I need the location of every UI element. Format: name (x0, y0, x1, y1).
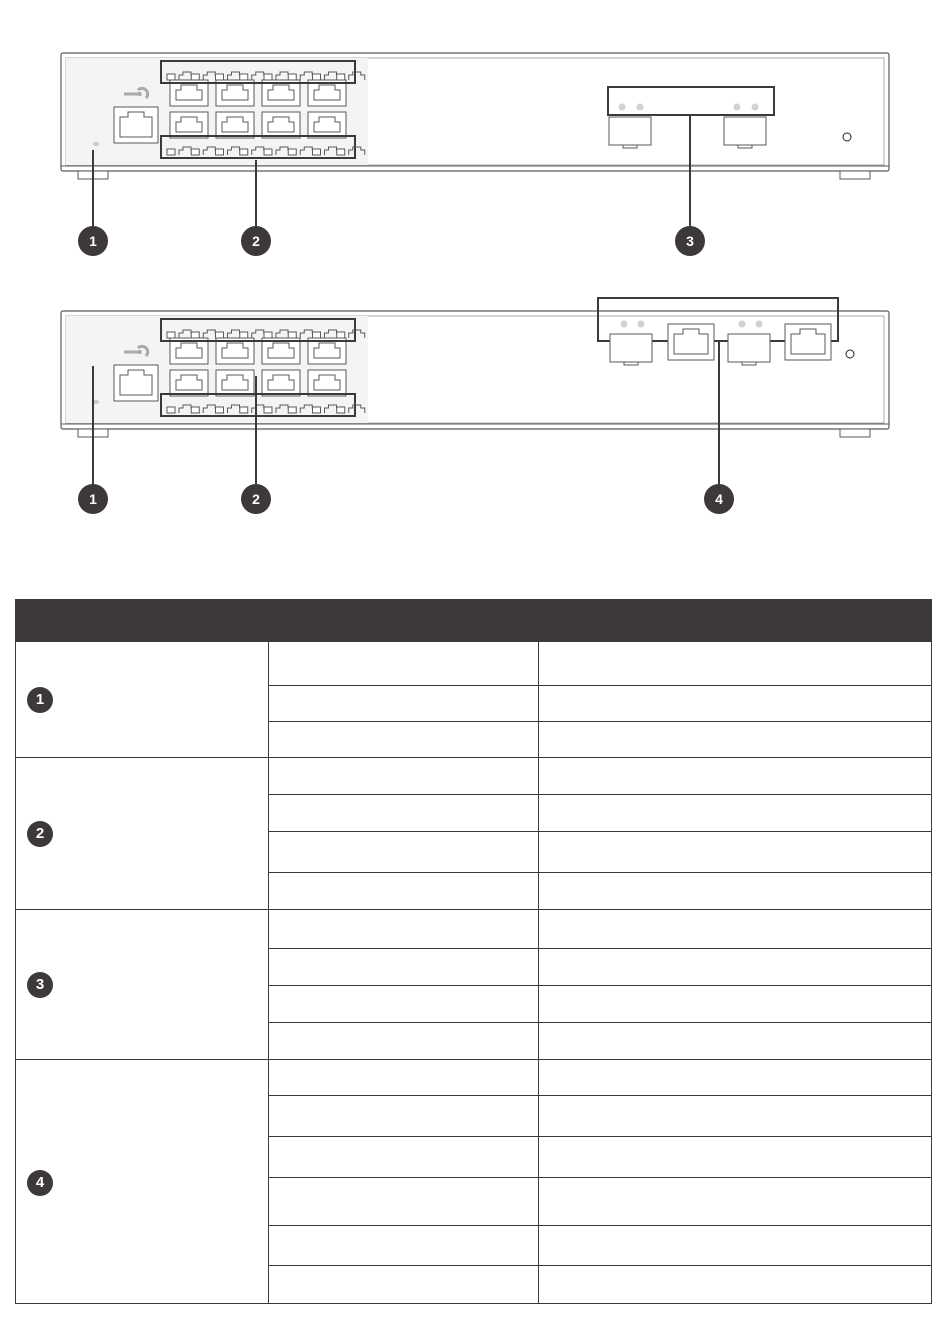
group-number-badge: 2 (27, 821, 53, 847)
bottom-led-strip-bottom-led (337, 407, 345, 413)
table-cell-item (268, 721, 538, 757)
top-led-strip-top-led (240, 74, 248, 80)
table-cell-item (268, 948, 538, 985)
table-header (16, 600, 931, 642)
table-cell-item (268, 831, 538, 872)
bottom-switch (61, 298, 889, 514)
table-cell-description (538, 721, 931, 757)
table-cell-item (268, 872, 538, 909)
top-led-strip-top-led (264, 74, 272, 80)
bottom-foot-right (840, 429, 870, 437)
top-led-strip-top-led (313, 74, 321, 80)
table-cell-description (538, 1059, 931, 1095)
top-led-strip-top-led (216, 74, 224, 80)
table-cell-description (538, 831, 931, 872)
table-group-2 (16, 757, 268, 909)
bottom-callout-1-number: 1 (89, 491, 97, 507)
top-uplink-led-1-2 (637, 104, 644, 111)
top-callout-1-number: 1 (89, 233, 97, 249)
table-cell-item (268, 794, 538, 831)
top-led-strip-bottom-led (288, 149, 296, 155)
table-cell-item (268, 985, 538, 1022)
top-led-strip-bottom-led (337, 149, 345, 155)
table-cell-item (268, 1136, 538, 1177)
group-number-badge: 1 (27, 687, 53, 713)
top-led-strip-top-led (191, 74, 199, 80)
top-sfp-port-2 (724, 117, 766, 145)
table-cell-item (268, 1022, 538, 1059)
bottom-led-strip-top-led (191, 332, 199, 338)
bottom-sfp-port-2 (728, 334, 770, 362)
bottom-uplink-led-1-2 (638, 321, 645, 328)
bottom-uplink-led-1-1 (621, 321, 628, 328)
bottom-led-strip-bottom-led (167, 407, 175, 413)
led-description-table (15, 599, 932, 1304)
table-cell-item (268, 642, 538, 685)
table-cell-description (538, 909, 931, 948)
table-cell-description (538, 1177, 931, 1225)
table-cell-item (268, 1095, 538, 1136)
table-cell-description (538, 948, 931, 985)
top-led-strip-top-led (288, 74, 296, 80)
bottom-led-strip-top-led (216, 332, 224, 338)
bottom-led-strip-bottom-led (216, 407, 224, 413)
table-cell-item (268, 757, 538, 794)
top-power-led (93, 142, 99, 146)
bottom-led-strip-top-led (167, 332, 175, 338)
table-cell-item (268, 1177, 538, 1225)
table-cell-description (538, 1136, 931, 1177)
table-cell-description (538, 985, 931, 1022)
top-foot-right (840, 171, 870, 179)
table-cell-description (538, 1265, 931, 1304)
bottom-sfp-port-1 (610, 334, 652, 362)
top-uplink-led-2-1 (734, 104, 741, 111)
bottom-led-strip-top-led (264, 332, 272, 338)
table-cell-description (538, 685, 931, 721)
top-callout-2-number: 2 (252, 233, 260, 249)
bottom-led-strip-top-led (288, 332, 296, 338)
top-led-strip-bottom-led (264, 149, 272, 155)
bottom-reset-button (846, 350, 854, 358)
top-reset-button (843, 133, 851, 141)
top-led-strip-top-led (337, 74, 345, 80)
bottom-uplink-led-2-1 (739, 321, 746, 328)
top-led-strip-top-led (167, 74, 175, 80)
table-cell-description (538, 1095, 931, 1136)
group-number-badge: 4 (27, 1170, 53, 1196)
table-cell-description (538, 1225, 931, 1265)
table-cell-item (268, 909, 538, 948)
table-cell-item (268, 1265, 538, 1304)
table-cell-item (268, 685, 538, 721)
bottom-led-strip-bottom-led (240, 407, 248, 413)
bottom-uplink-led-2-2 (756, 321, 763, 328)
table-cell-item (268, 1059, 538, 1095)
top-sfp-port-1 (609, 117, 651, 145)
table-cell-description (538, 642, 931, 685)
top-led-strip-bottom-led (240, 149, 248, 155)
top-led-strip-bottom-led (167, 149, 175, 155)
top-led-strip-bottom-led (216, 149, 224, 155)
table-cell-item (268, 1225, 538, 1265)
bottom-led-strip-bottom-led (264, 407, 272, 413)
top-switch (61, 53, 889, 256)
table-cell-description (538, 794, 931, 831)
bottom-led-strip-top-led (240, 332, 248, 338)
table-cell-description (538, 872, 931, 909)
group-number-badge: 3 (27, 972, 53, 998)
bottom-led-strip-top-led (313, 332, 321, 338)
table-group-4 (16, 1059, 268, 1304)
top-uplink-led-1-1 (619, 104, 626, 111)
top-led-strip-bottom-led (191, 149, 199, 155)
device-diagram (0, 0, 950, 590)
table-group-1 (16, 642, 268, 757)
top-callout-3-number: 3 (686, 233, 694, 249)
table-cell-description (538, 757, 931, 794)
bottom-callout-2-number: 2 (252, 491, 260, 507)
top-uplink-led-2-2 (752, 104, 759, 111)
bottom-callout-3-number: 4 (715, 491, 723, 507)
bottom-led-strip-top-led (337, 332, 345, 338)
top-led-strip-bottom-led (313, 149, 321, 155)
bottom-led-strip-bottom-led (313, 407, 321, 413)
bottom-led-strip-bottom-led (191, 407, 199, 413)
table-group-3 (16, 909, 268, 1059)
table-cell-description (538, 1022, 931, 1059)
bottom-led-strip-bottom-led (288, 407, 296, 413)
